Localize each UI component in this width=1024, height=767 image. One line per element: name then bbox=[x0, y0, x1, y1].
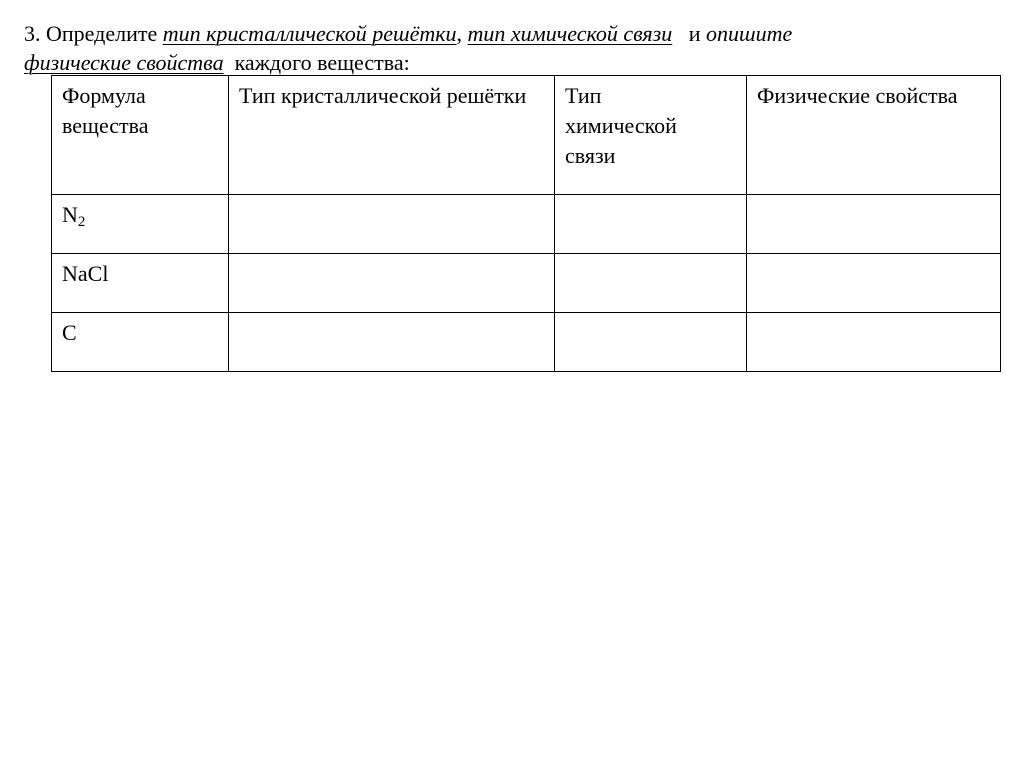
table-row bbox=[52, 195, 1001, 254]
lattice-cell[interactable] bbox=[229, 254, 555, 313]
header-bond-type: Тип химической связи bbox=[555, 76, 747, 195]
task-and: и bbox=[688, 21, 701, 46]
substances-table bbox=[51, 75, 1001, 372]
task-verb-describe: опишите bbox=[706, 21, 793, 46]
header-lattice-type: Тип кристаллической решётки bbox=[229, 76, 555, 195]
table-row bbox=[52, 313, 1001, 372]
task-number: 3. bbox=[24, 21, 41, 46]
task-instruction bbox=[24, 19, 984, 77]
bond-cell[interactable] bbox=[555, 254, 747, 313]
properties-cell[interactable] bbox=[747, 313, 1001, 372]
lattice-cell[interactable] bbox=[229, 313, 555, 372]
bond-cell[interactable] bbox=[555, 313, 747, 372]
term-chemical-bond: тип химической связи bbox=[467, 21, 673, 46]
formula-cell: $N_2$ bbox=[52, 195, 229, 254]
task-tail: каждого вещества: bbox=[234, 50, 410, 75]
task-comma: , bbox=[456, 21, 463, 46]
table-row bbox=[52, 254, 1001, 313]
bond-cell[interactable] bbox=[555, 195, 747, 254]
task-verb: Определите bbox=[46, 21, 158, 46]
formula-cell: NaCl bbox=[52, 254, 229, 313]
term-physical-properties: физические свойства bbox=[24, 50, 224, 75]
properties-cell[interactable] bbox=[747, 195, 1001, 254]
header-physical-properties: Физические свойства bbox=[747, 76, 1001, 195]
formula-cell: C bbox=[52, 313, 229, 372]
properties-cell[interactable] bbox=[747, 254, 1001, 313]
term-crystal-lattice: тип кристаллической решётки bbox=[162, 21, 457, 46]
table-header-row bbox=[52, 76, 1001, 195]
lattice-cell[interactable] bbox=[229, 195, 555, 254]
header-formula: Формула вещества bbox=[52, 76, 229, 195]
